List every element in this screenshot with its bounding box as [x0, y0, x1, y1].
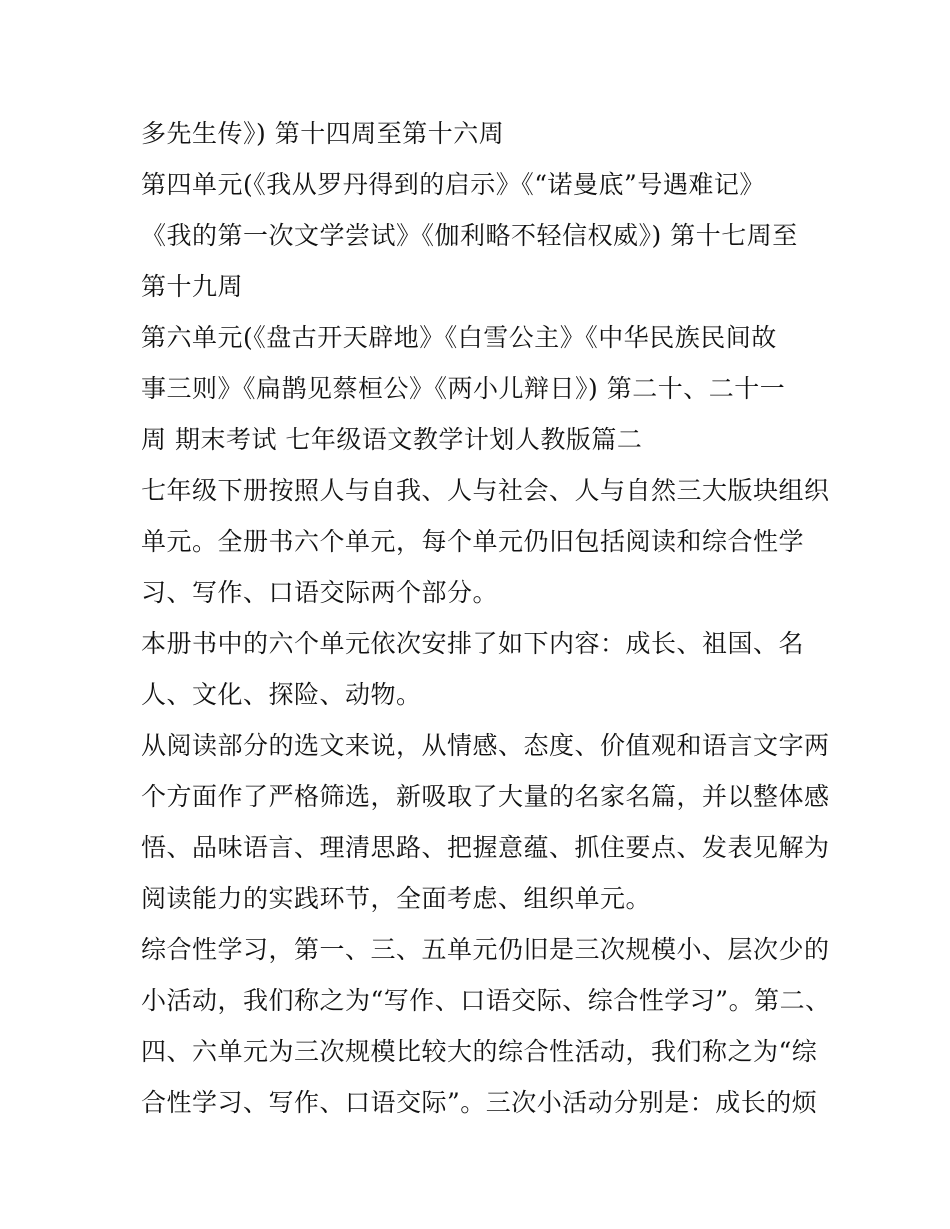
text-line: 本册书中的六个单元依次安排了如下内容：成长、祖国、名 — [141, 629, 805, 658]
text-line: 第六单元(《盘古开天辟地》《白雪公主》《中华民族民间故 — [141, 323, 777, 352]
text-line: 悟、品味语言、理清思路、把握意蕴、抓住要点、发表见解为 — [141, 833, 830, 862]
text-line: 从阅读部分的选文来说，从情感、态度、价值观和语言文字两 — [141, 731, 830, 760]
text-line: 小活动，我们称之为“写作、口语交际、综合性学习”。第二、 — [141, 986, 831, 1015]
document-body — [141, 108, 831, 1128]
text-line: 单元。全册书六个单元，每个单元仍旧包括阅读和综合性学 — [141, 527, 805, 556]
text-line: 多先生传》) 第十四周至第十六周 — [141, 119, 505, 148]
text-line: 合性学习、写作、口语交际”。三次小活动分别是：成长的烦 — [141, 1088, 818, 1117]
text-line: 四、六单元为三次规模比较大的综合性活动，我们称之为“综 — [141, 1037, 818, 1066]
text-line: 周 期末考试 七年级语文教学计划人教版篇二 — [141, 425, 643, 454]
text-line: 综合性学习，第一、三、五单元仍旧是三次规模小、层次少的 — [141, 935, 830, 964]
text-line: 人、文化、探险、动物。 — [141, 680, 422, 709]
text-line: 个方面作了严格筛选，新吸取了大量的名家名篇，并以整体感 — [141, 782, 830, 811]
text-line: 事三则》《扁鹊见蔡桓公》《两小儿辩日》) 第二十、二十一 — [141, 374, 786, 403]
text-line: 阅读能力的实践环节，全面考虑、组织单元。 — [141, 884, 652, 913]
text-line: 第四单元(《我从罗丹得到的启示》《“诺曼底”号遇难记》 — [141, 170, 765, 199]
text-line: 习、写作、口语交际两个部分。 — [141, 578, 499, 607]
text-line: 第十九周 — [141, 272, 244, 301]
text-line: 七年级下册按照人与自我、人与社会、人与自然三大版块组织 — [141, 476, 830, 505]
text-line: 《我的第一次文学尝试》《伽利略不轻信权威》) 第十七周至 — [141, 221, 798, 250]
